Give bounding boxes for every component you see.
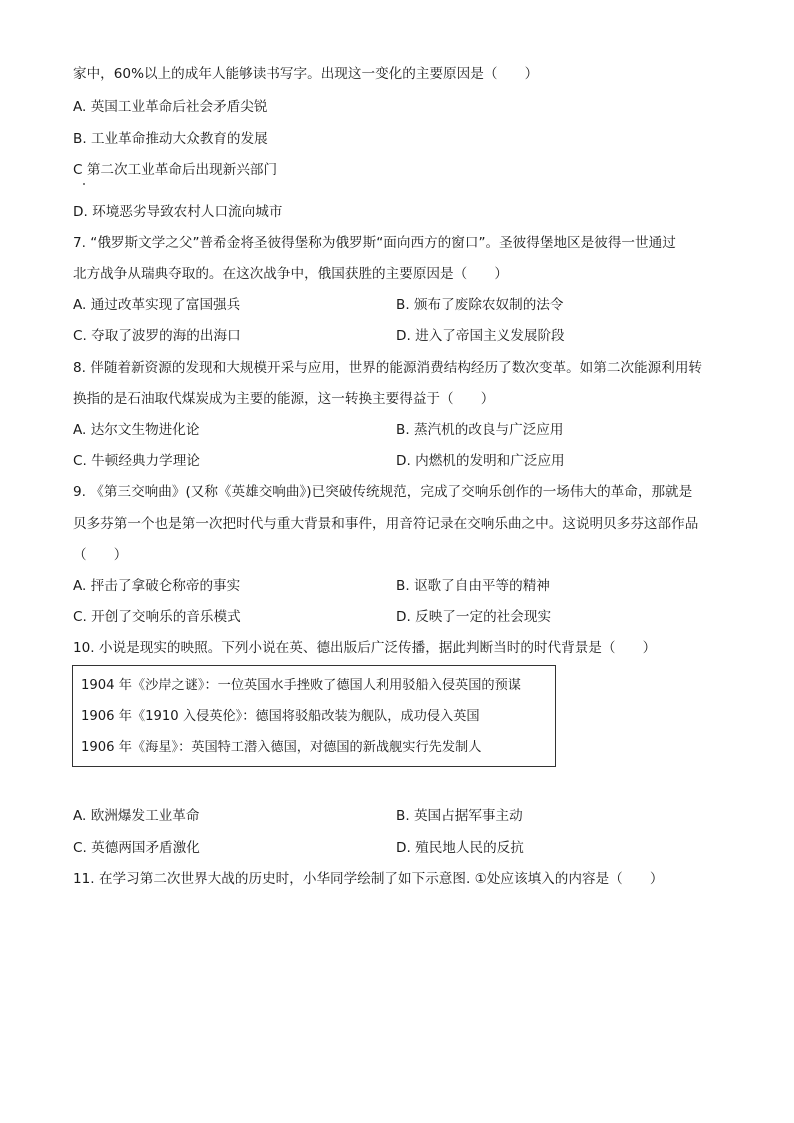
q6-option-b[interactable]: B. 工业革命推动大众教育的发展 bbox=[73, 131, 268, 147]
q7-option-b[interactable]: B. 颁布了废除农奴制的法令 bbox=[396, 297, 564, 313]
q10-option-c[interactable]: C. 英德两国矛盾激化 bbox=[73, 840, 200, 856]
q10-option-a[interactable]: A. 欧洲爆发工业革命 bbox=[73, 808, 200, 824]
q6-stem-tail: 家中，60%以上的成年人能够读书写字。出现这一变化的主要原因是（ ） bbox=[73, 66, 539, 82]
q8-option-d[interactable]: D. 内燃机的发明和广泛应用 bbox=[396, 453, 565, 469]
q6-option-c[interactable]: C 第二次工业革命后出现新兴部门 bbox=[73, 162, 278, 178]
q7-stem-line-2: 北方战争从瑞典夺取的。在这次战争中，俄国获胜的主要原因是（ ） bbox=[73, 266, 508, 282]
q6-option-d[interactable]: D. 环境恶劣导致农村人口流向城市 bbox=[73, 204, 283, 220]
q10-option-b[interactable]: B. 英国占据军事主动 bbox=[396, 808, 523, 824]
q7-option-a[interactable]: A. 通过改革实现了富国强兵 bbox=[73, 297, 241, 313]
q9-option-c[interactable]: C. 开创了交响乐的音乐模式 bbox=[73, 609, 241, 625]
q9-stem-line-2: 贝多芬第一个也是第一次把时代与重大背景和事件，用音符记录在交响乐曲之中。这说明贝多芬这部作品 bbox=[73, 516, 699, 532]
q7-stem-line-1: 7. “俄罗斯文学之父”普希金将圣彼得堡称为俄罗斯“面向西方的窗口”。圣彼得堡地区是彼得一世通过 bbox=[73, 235, 676, 251]
q8-stem-line-1: 8. 伴随着新资源的发现和大规模开采与应用，世界的能源消费结构经历了数次变革。如第二次能源利用转 bbox=[73, 360, 703, 376]
q8-option-c[interactable]: C. 牛顿经典力学理论 bbox=[73, 453, 200, 469]
q10-quote-box bbox=[72, 665, 556, 767]
q10-stem: 10. 小说是现实的映照。下列小说在英、德出版后广泛传播，据此判断当时的时代背景是（ ） bbox=[73, 640, 657, 656]
stray-dot bbox=[83, 183, 85, 185]
q7-option-d[interactable]: D. 进入了帝国主义发展阶段 bbox=[396, 328, 565, 344]
q8-option-b[interactable]: B. 蒸汽机的改良与广泛应用 bbox=[396, 422, 564, 438]
q9-option-a[interactable]: A. 抨击了拿破仑称帝的事实 bbox=[73, 578, 241, 594]
q6-option-a[interactable]: A. 英国工业革命后社会矛盾尖锐 bbox=[73, 99, 268, 115]
q10-quote-2: 1906 年《1910 入侵英伦》：德国将驳船改装为舰队，成功侵入英国 bbox=[81, 709, 480, 724]
q10-option-d[interactable]: D. 殖民地人民的反抗 bbox=[396, 840, 524, 856]
q7-option-c[interactable]: C. 夺取了波罗的海的出海口 bbox=[73, 328, 241, 344]
q11-stem: 11. 在学习第二次世界大战的历史时，小华同学绘制了如下示意图. ①处应该填入的内容是（ ） bbox=[73, 871, 664, 887]
q9-stem-line-1: 9. 《第三交响曲》(又称《英雄交响曲》)已突破传统规范，完成了交响乐创作的一场伟大的革命，那就是 bbox=[73, 484, 693, 500]
q9-stem-line-3: （ ） bbox=[73, 547, 128, 563]
q10-quote-3: 1906 年《海星》：英国特工潜入德国，对德国的新战舰实行先发制人 bbox=[81, 740, 482, 755]
q8-stem-line-2: 换指的是石油取代煤炭成为主要的能源，这一转换主要得益于（ ） bbox=[73, 391, 495, 407]
q9-option-d[interactable]: D. 反映了一定的社会现实 bbox=[396, 609, 552, 625]
q8-option-a[interactable]: A. 达尔文生物进化论 bbox=[73, 422, 200, 438]
q10-quote-1: 1904 年《沙岸之谜》：一位英国水手挫败了德国人利用驳船入侵英国的预谋 bbox=[81, 678, 521, 693]
q9-option-b[interactable]: B. 讴歌了自由平等的精神 bbox=[396, 578, 550, 594]
